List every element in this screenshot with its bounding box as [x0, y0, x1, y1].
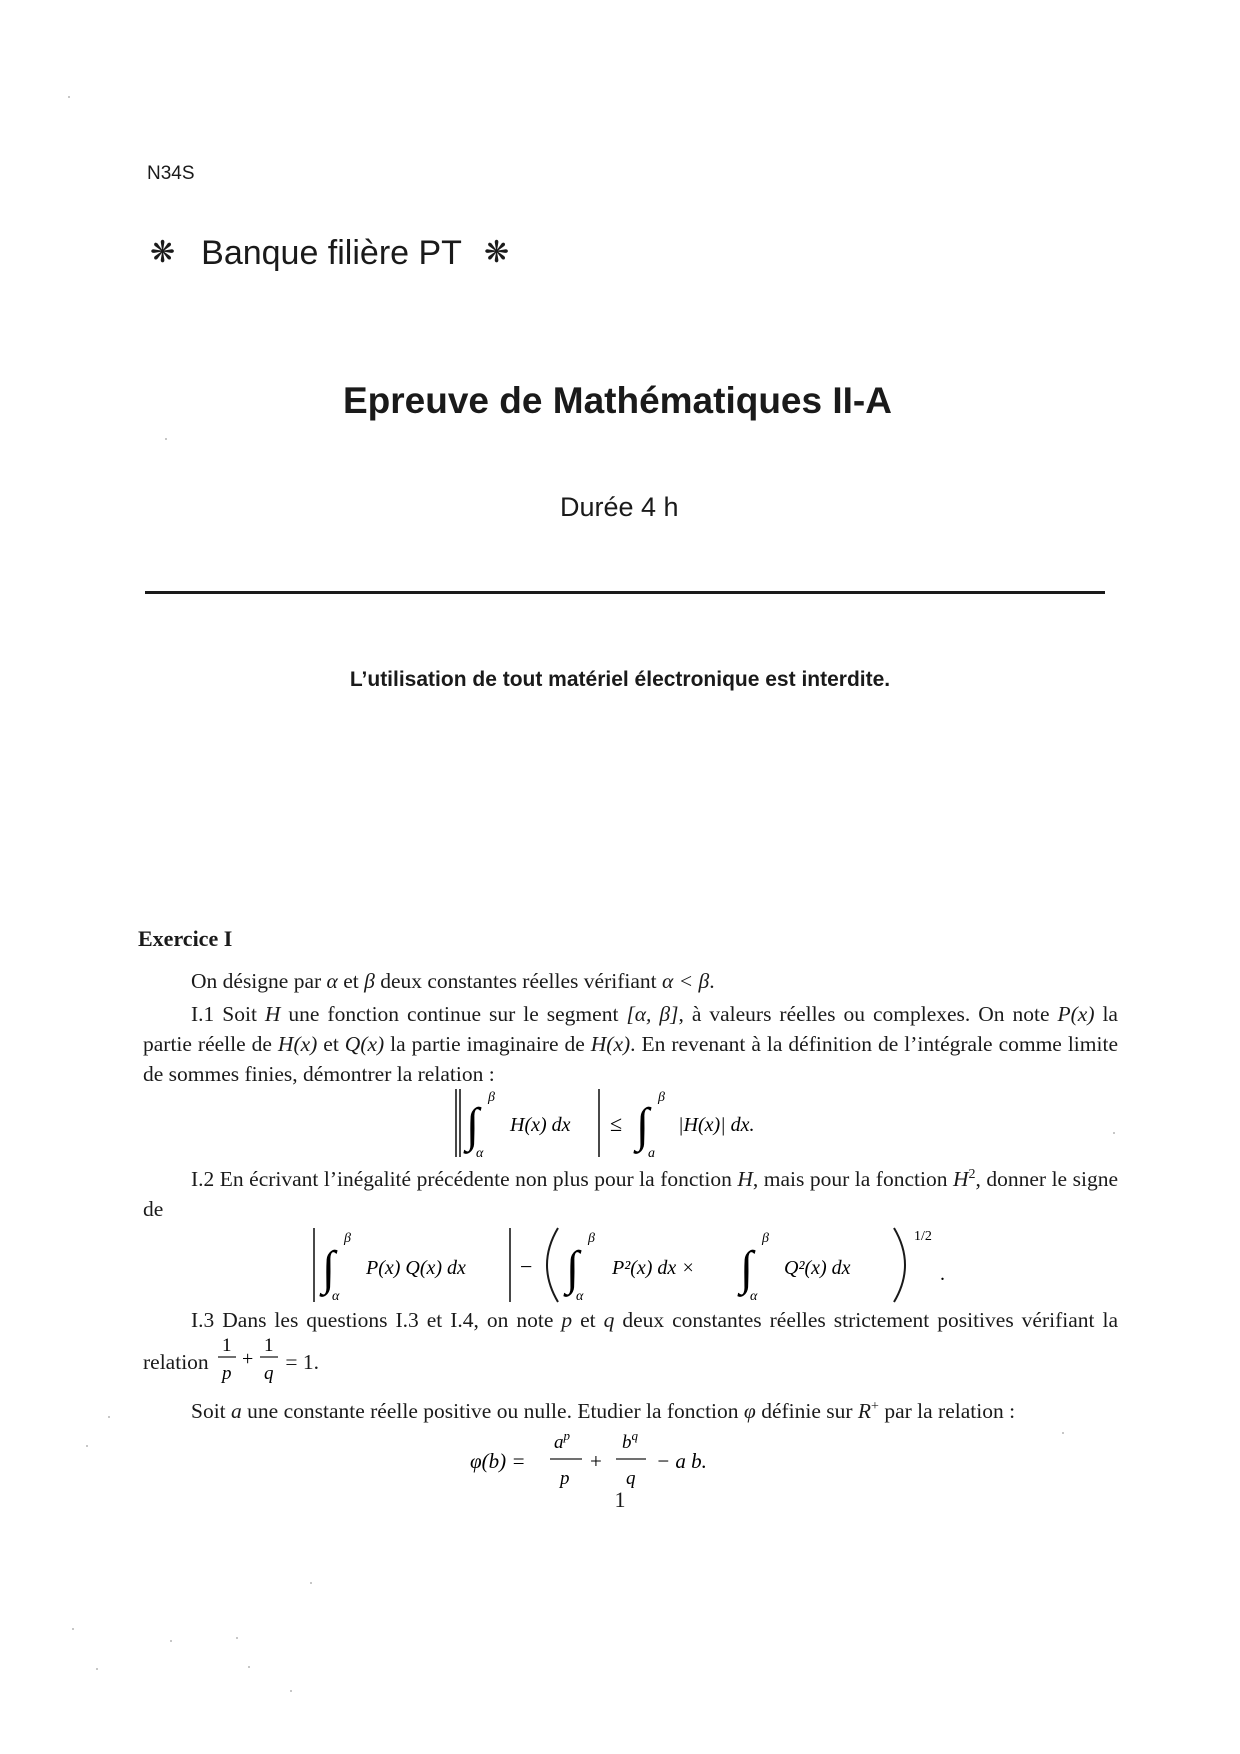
question-1-3: I.3 Dans les questions I.3 et I.4, on note p et q deux constantes réelles strictement positives vérifiant la relation 1 p + 1 q = 1. — [143, 1305, 1118, 1387]
banque-label: Banque filière PT — [201, 234, 462, 272]
integrand-p2: P²(x) dx × — [612, 1257, 695, 1279]
question-1-3-continued: Soit a une constante réelle positive ou nulle. Etudier la fonction φ définie sur R+ par la relation : — [191, 1399, 1016, 1424]
integrand-pq: P(x) Q(x) dx — [366, 1257, 466, 1279]
phi-tail: − a b. — [656, 1449, 707, 1473]
integral-upper-bound-2: β — [658, 1090, 665, 1105]
scan-speck — [1062, 1432, 1064, 1434]
question-1-1: I.1 Soit H une fonction continue sur le segment [α, β], à valeurs réelles ou complexes. On note P(x) la partie réelle de H(x) et Q(x) la partie imaginaire de H(x). En revenant à la définition de l’intégrale comme limite de sommes finies, démontrer la relation : — [143, 1002, 1118, 1086]
integral-sign-2: ∫ — [636, 1099, 650, 1152]
scan-speck — [108, 1416, 110, 1418]
integral-lower-bound: α — [332, 1289, 340, 1304]
electronics-notice: L’utilisation de tout matériel électronique est interdite. — [349, 668, 891, 691]
scan-speck — [86, 1445, 88, 1447]
integral-upper-bound: β — [488, 1090, 495, 1105]
integral-lower-bound: α — [476, 1146, 484, 1161]
banque-heading — [150, 234, 509, 273]
scan-speck — [1113, 1132, 1115, 1134]
integral-sign: ∫ — [466, 1099, 480, 1152]
exercise-title: Exercice I — [138, 926, 233, 951]
scan-speck — [68, 96, 70, 98]
integral-lower-bound-2: a — [648, 1146, 655, 1161]
integral-sign: ∫ — [322, 1242, 336, 1295]
integral-sign-3: ∫ — [740, 1242, 754, 1295]
plus-symbol: + — [590, 1449, 602, 1473]
integral-sign-2: ∫ — [566, 1242, 580, 1295]
header-divider — [145, 591, 1105, 594]
integrand-q2: Q²(x) dx — [784, 1257, 851, 1279]
integral-upper-bound: β — [344, 1231, 351, 1246]
numerator-bq: $b^q$ — [622, 1432, 638, 1453]
integral-lower-bound-3: α — [750, 1289, 758, 1304]
formula-reciprocal-sum — [214, 1335, 280, 1387]
scan-speck — [248, 1666, 250, 1668]
numerator-1b: 1 — [264, 1335, 274, 1356]
scan-speck — [310, 1582, 312, 1584]
numerator-1: 1 — [222, 1335, 232, 1356]
exam-duration: Durée 4 h — [560, 492, 679, 522]
asterisk-icon: ❋ — [150, 236, 176, 269]
integral-upper-bound-3: β — [762, 1231, 769, 1246]
asterisk-icon: ❋ — [483, 236, 510, 269]
denominator-p: p — [222, 1363, 232, 1384]
exam-title: Epreuve de Mathématiques II-A — [343, 380, 892, 421]
page-number: 1 — [614, 1487, 626, 1512]
integrand-2: |H(x)| dx. — [678, 1114, 755, 1136]
exam-code: N34S — [147, 163, 195, 184]
integral-lower-bound-2: α — [576, 1289, 584, 1304]
denominator-p: p — [560, 1468, 570, 1489]
scan-speck — [165, 438, 167, 440]
scan-speck — [72, 1628, 74, 1630]
scan-speck — [290, 1690, 292, 1692]
scan-speck — [170, 1640, 172, 1642]
plus-symbol: + — [242, 1348, 254, 1370]
trailing-dot: . — [940, 1263, 945, 1285]
leq-symbol: ≤ — [610, 1111, 623, 1136]
exponent-half: 1/2 — [914, 1229, 932, 1244]
minus-symbol: − — [520, 1254, 533, 1279]
paren-right — [894, 1228, 905, 1302]
paren-left — [547, 1228, 558, 1302]
scan-speck — [236, 1637, 238, 1639]
exercise-intro: On désigne par α et β deux constantes réelles vérifiant α < β. — [191, 969, 715, 993]
denominator-q: q — [626, 1468, 636, 1489]
integral-upper-bound-2: β — [588, 1231, 595, 1246]
formula-phi-definition — [470, 1432, 770, 1494]
scan-speck — [96, 1668, 98, 1670]
phi-lhs: φ(b) = — [470, 1449, 526, 1473]
numerator-ap: $a^p$ — [554, 1432, 570, 1453]
question-1-2: I.2 En écrivant l’inégalité précédente non plus pour la fonction H, mais pour la fonction $H^2$, donner le signe de — [143, 1167, 1118, 1222]
denominator-q: q — [264, 1363, 274, 1384]
integrand: H(x) dx — [510, 1114, 571, 1136]
formula-sign-expression — [300, 1224, 960, 1306]
formula-integral-inequality — [440, 1085, 820, 1161]
